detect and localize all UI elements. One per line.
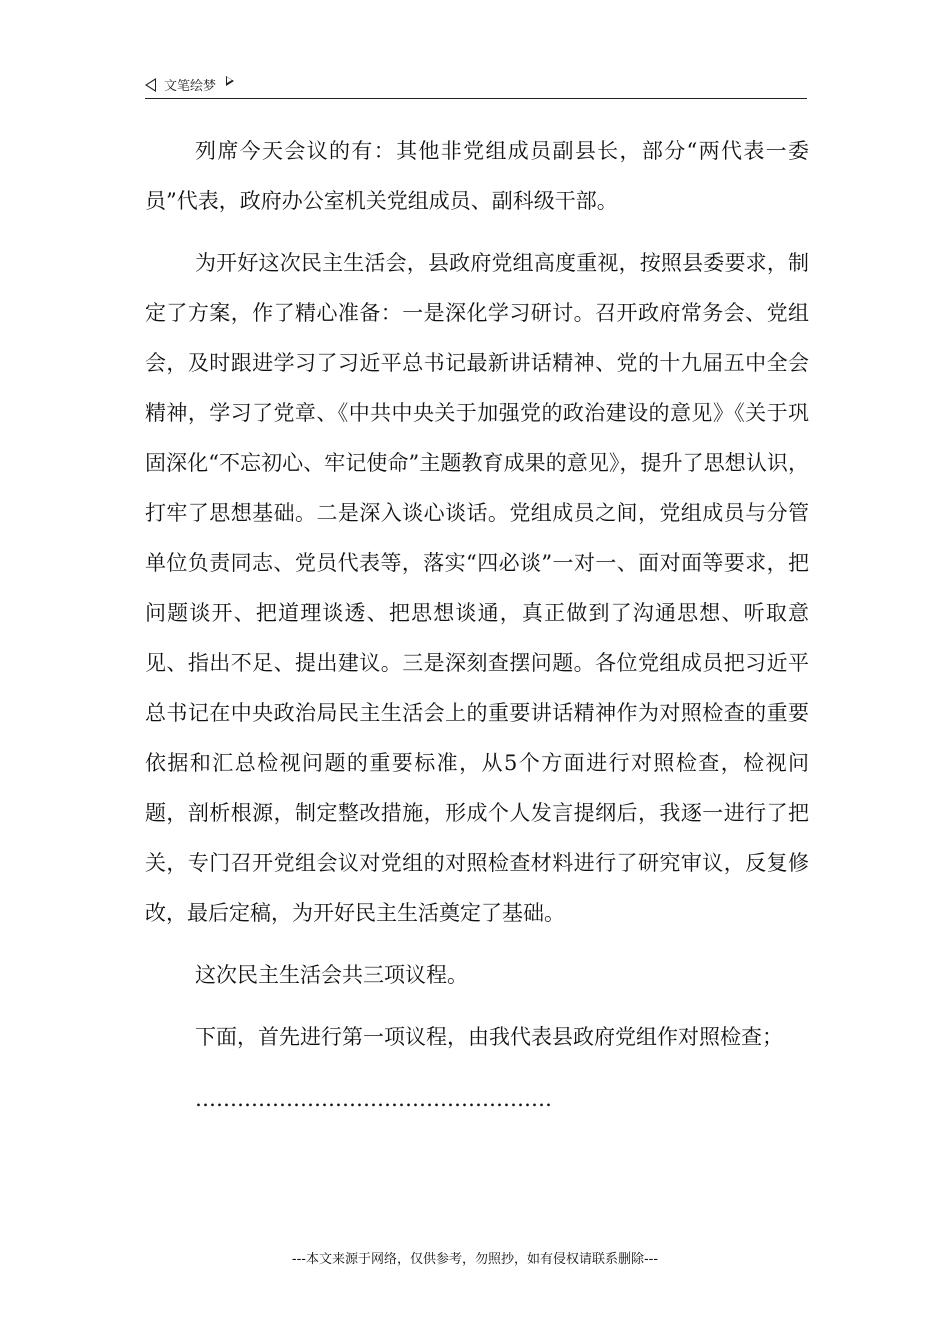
paragraph-agenda: 这次民主生活会共三项议程。 (195, 963, 468, 987)
header-brand (145, 75, 234, 94)
header-title: 文笔绘梦 (164, 79, 217, 94)
triangle-right-icon (226, 76, 234, 86)
ellipsis-line: …………………………………………… (195, 1087, 552, 1111)
document-body (145, 126, 809, 1124)
paragraph-first-item: 下面，首先进行第一项议程，由我代表县政府党组作对照检查； (195, 1025, 783, 1049)
triangle-left-icon (145, 78, 156, 92)
paragraph-preparation: 为开好这次民主生活会，县政府党组高度重视，按照县委要求，制定了方案，作了精心准备：一是深化学习研讨。召开政府常务会、党组会，及时跟进学习了习近平总书记最新讲话精神、党的十九届五中全会精神，学习了党章、《中共中央关于加强党的政治建设的意见》《关于巩固深化“不忘初心、牢记使命”主题教育成果的意见》，提升了思想认识，打牢了思想基础。二是深入谈心谈话。党组成员之间，党组成员与分管单位负责同志、党员代表等，落实“四必谈”一对一、面对面等要求，把问题谈开、把道理谈透、把思想谈通，真正做到了沟通思想、听取意见、指出不足、提出建议。三是深刻查摆问题。各位党组成员把习近平总书记在中央政治局民主生活会上的重要讲话精神作为对照检查的重要依据和汇总检视问题的重要标准，从5个方面进行对照检查，检视问题，剖析根源，制定整改措施，形成个人发言提纲后，我逐一进行了把关，专门召开党组会议对党组的对照检查材料进行了研究审议，反复修改，最后定稿，为开好民主生活奠定了基础。 (145, 251, 809, 925)
paragraph-attendees: 列席今天会议的有：其他非党组成员副县长，部分“两代表一委员”代表，政府办公室机关党组成员、副科级干部。 (145, 139, 809, 213)
page-header (145, 72, 807, 99)
footer-notice: ---本文来源于网络，仅供参考，勿照抄，如有侵权请联系删除--- (291, 1252, 659, 1267)
